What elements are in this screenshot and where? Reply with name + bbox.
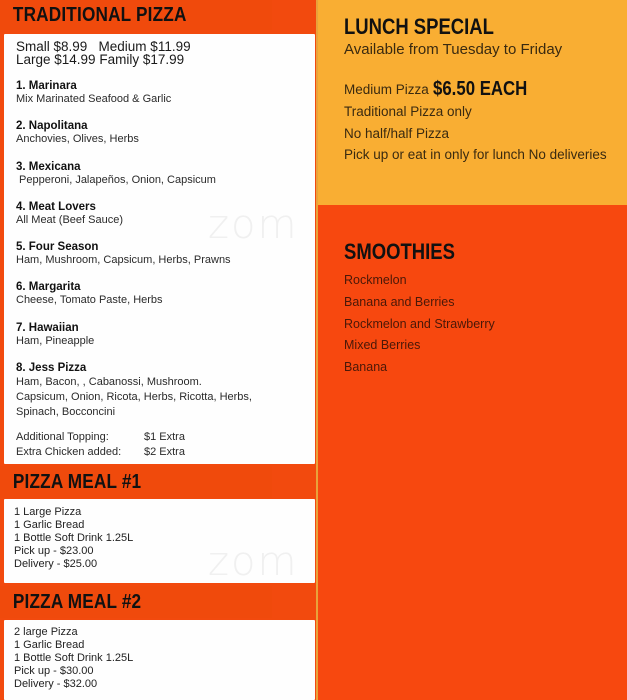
lunch-price-prefix: Medium Pizza <box>344 82 433 97</box>
lunch-special-subtitle: Available from Tuesday to Friday <box>344 41 563 58</box>
pizza-desc: Anchovies, Olives, Herbs <box>16 133 139 146</box>
size-prices-line-2: Large $14.99 Family $17.99 <box>16 52 185 67</box>
watermark: zom <box>208 539 299 585</box>
extra-row-topping <box>16 430 185 445</box>
lunch-condition: No half/half Pizza <box>344 125 450 141</box>
meal-line: 2 large Pizza <box>14 626 78 638</box>
traditional-pizza-title: TRADITIONAL PIZZA <box>12 4 187 26</box>
pizza-name: 6. Margarita <box>16 281 81 294</box>
pizza-name: 3. Mexicana <box>16 160 81 173</box>
smoothies-section <box>318 205 627 700</box>
pizza-meal-1-header <box>0 466 272 498</box>
pizza-desc: All Meat (Beef Sauce) <box>16 213 123 226</box>
pizza-desc: Ham, Mushroom, Capsicum, Herbs, Prawns <box>16 254 231 267</box>
meal-line: Delivery - $32.00 <box>14 678 98 690</box>
pizza-name: 4. Meat Lovers <box>16 200 96 213</box>
pizza-desc: Cheese, Tomato Paste, Herbs <box>16 294 163 307</box>
pizza-desc-line: Spinach, Bocconcini <box>16 406 116 419</box>
smoothies-title: SMOOTHIES <box>344 239 455 264</box>
pizza-item-hawaiian <box>16 322 306 348</box>
pizza-meal-2-title: PIZZA MEAL #2 <box>12 591 142 613</box>
lunch-special-details <box>344 78 607 166</box>
size-prices <box>16 40 191 66</box>
pizza-meal-1-body <box>14 506 133 571</box>
smoothie-item: Banana <box>344 360 388 375</box>
meal-line: 1 Garlic Bread <box>14 519 85 531</box>
smoothie-item: Rockmelon <box>344 273 407 287</box>
pizza-desc: Mix Marinated Seafood & Garlic <box>16 93 172 105</box>
lunch-condition: Traditional Pizza only <box>344 104 472 119</box>
pizza-desc-line: Capsicum, Onion, Ricota, Herbs, Ricotta, Herbs, <box>16 391 252 404</box>
pizza-name: 7. Hawaiian <box>16 321 79 334</box>
smoothie-item: Rockmelon and Strawberry <box>344 316 495 331</box>
meal-line: 1 Large Pizza <box>14 506 82 518</box>
smoothie-item: Banana and Berries <box>344 294 455 309</box>
lunch-price-line <box>344 78 607 101</box>
pizza-item-napolitana <box>16 120 306 146</box>
size-prices-line-1: Small $8.99 Medium $11.99 <box>16 39 191 54</box>
extra-label: Extra Chicken added: <box>16 446 122 458</box>
extras <box>16 430 185 460</box>
pizza-name: 8. Jess Pizza <box>16 362 87 375</box>
lunch-special-section <box>318 0 627 205</box>
extra-label: Additional Topping: <box>16 431 109 443</box>
pizza-name: 5. Four Season <box>16 241 99 254</box>
pizza-list <box>16 80 306 434</box>
pizza-item-meat-lovers <box>16 201 306 227</box>
lunch-special-title: LUNCH SPECIAL <box>344 14 494 39</box>
smoothie-item: Mixed Berries <box>344 338 421 353</box>
meal-line: Pick up - $23.00 <box>14 545 94 557</box>
lunch-price: $6.50 EACH <box>432 78 527 100</box>
meal-line: Delivery - $25.00 <box>14 558 98 570</box>
pizza-desc: Pepperoni, Jalapeños, Onion, Capsicum <box>16 173 216 186</box>
extra-price: $1 Extra <box>144 431 185 443</box>
pizza-item-mexicana <box>16 161 306 187</box>
meal-line: Pick up - $30.00 <box>14 665 94 677</box>
extra-row-chicken <box>16 445 185 460</box>
pizza-desc: Ham, Pineapple <box>16 334 95 347</box>
pizza-item-jess-pizza <box>16 362 306 420</box>
smoothie-list <box>344 270 495 379</box>
pizza-meal-2-header <box>0 586 272 618</box>
watermark: zom <box>208 202 299 248</box>
lunch-condition: Pick up or eat in only for lunch No deliveries <box>344 147 607 162</box>
meal-line: 1 Bottle Soft Drink 1.25L <box>14 532 134 544</box>
extra-price: $2 Extra <box>144 446 185 458</box>
pizza-item-four-season <box>16 241 306 267</box>
pizza-meal-1-title: PIZZA MEAL #1 <box>12 471 142 493</box>
pizza-item-margarita <box>16 281 306 307</box>
pizza-name: 1. Marinara <box>16 80 77 92</box>
meal-line: 1 Bottle Soft Drink 1.25L <box>14 652 134 664</box>
traditional-pizza-header <box>0 0 272 30</box>
pizza-name: 2. Napolitana <box>16 120 88 133</box>
pizza-meal-2-body <box>14 626 133 691</box>
meal-line: 1 Garlic Bread <box>14 639 85 651</box>
pizza-item-marinara <box>16 80 306 106</box>
pizza-desc-line: Ham, Bacon, , Cabanossi, Mushroom. <box>16 376 202 389</box>
